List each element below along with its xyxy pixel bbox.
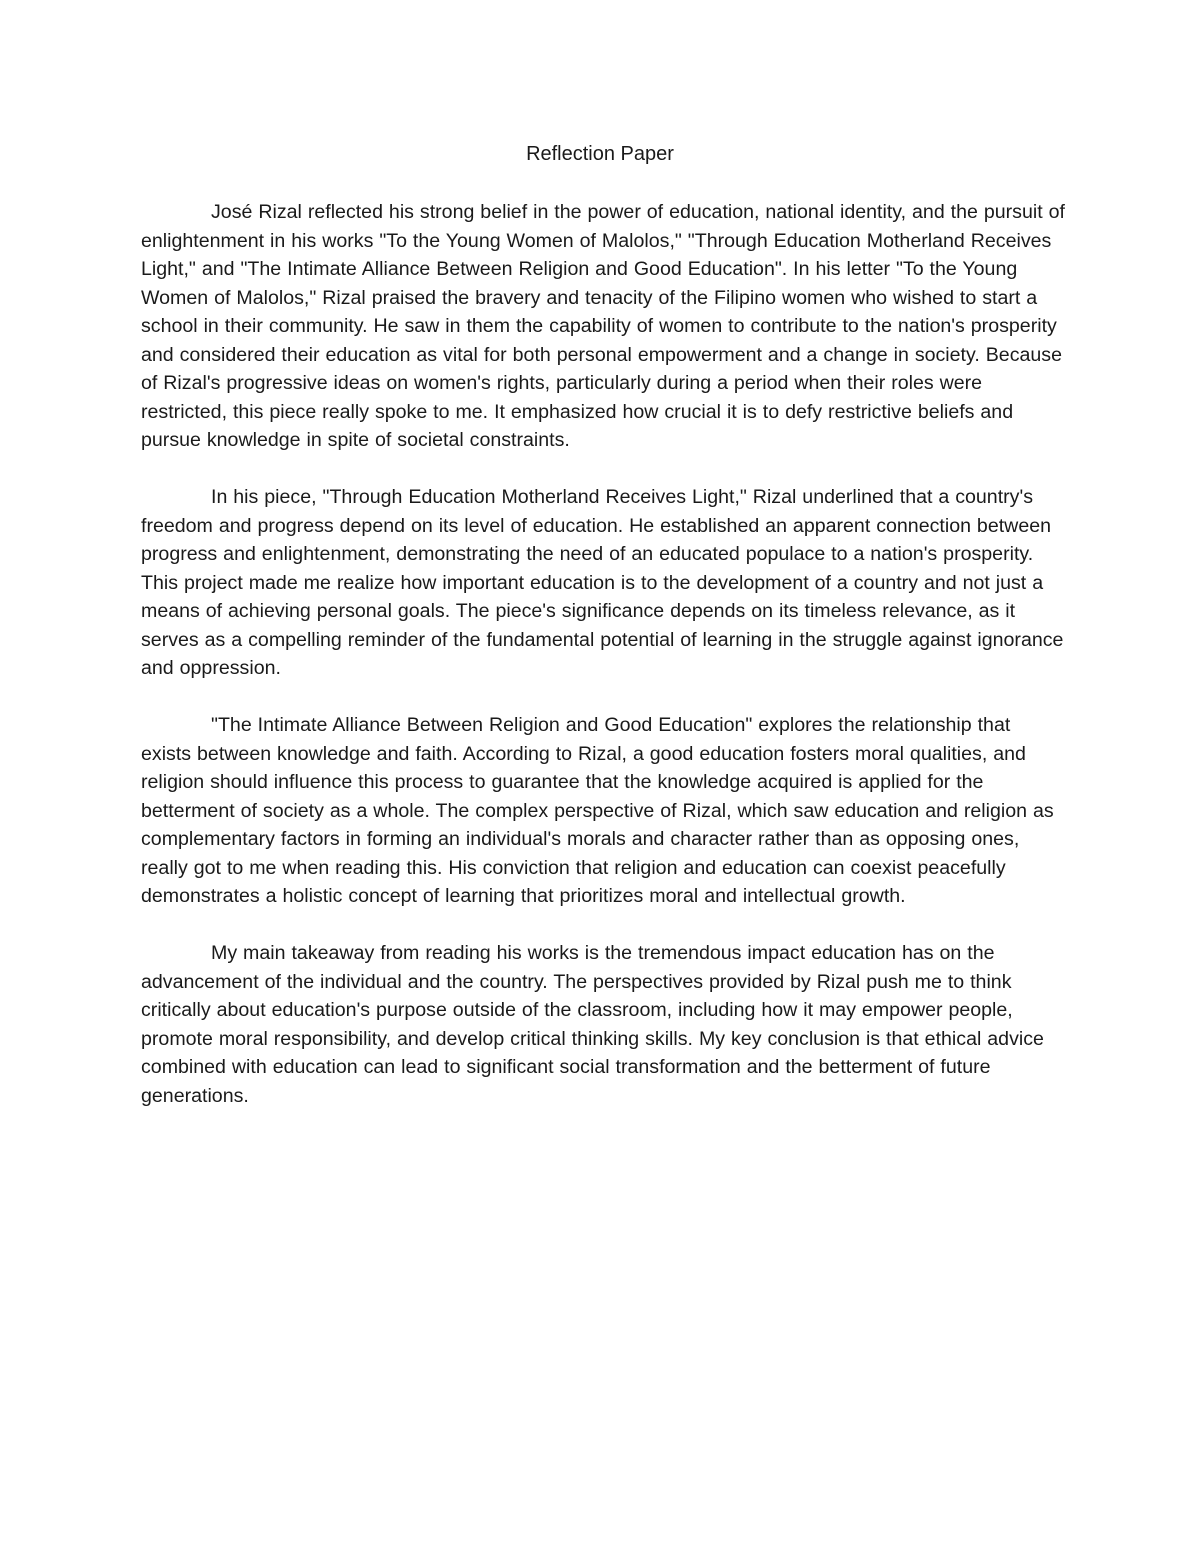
paragraph-2: In his piece, "Through Education Motherland Receives Light," Rizal underlined that a country's freedom and progress depend on its level of education. He established an apparent connection between progress and enlightenment, demonstrating the need of an educated populace to a nation's prosperity. This project made me realize how important education is to the development of a country and not just a means of achieving personal goals. The piece's significance depends on its timeless relevance, as it serves as a compelling reminder of the fundamental potential of learning in the struggle against ignorance and oppression. xyxy=(141,486,1064,679)
document-title: Reflection Paper xyxy=(526,143,674,165)
document-body xyxy=(141,198,1066,1139)
paragraph-4: My main takeaway from reading his works is the tremendous impact education has on the advancement of the individual and the country. The perspectives provided by Rizal push me to think critically about education's purpose outside of the classroom, including how it may empower people, promote moral responsibility, and develop critical thinking skills. My key conclusion is that ethical advice combined with education can lead to significant social transformation and the betterment of future generations. xyxy=(141,942,1044,1107)
paragraph-3: "The Intimate Alliance Between Religion and Good Education" explores the relationship that exists between knowledge and faith. According to Rizal, a good education fosters moral qualities, and religion should influence this process to guarantee that the knowledge acquired is applied for the betterment of society as a whole. The complex perspective of Rizal, which saw education and religion as complementary factors in forming an individual's morals and character rather than as opposing ones, really got to me when reading this. His conviction that religion and education can coexist peacefully demonstrates a holistic concept of learning that prioritizes moral and intellectual growth. xyxy=(141,714,1054,907)
paragraph-1: José Rizal reflected his strong belief in the power of education, national identity, and the pursuit of enlightenment in his works "To the Young Women of Malolos," "Through Education Motherland Receives Light," and "The Intimate Alliance Between Religion and Good Education". In his letter "To the Young Women of Malolos," Rizal praised the bravery and tenacity of the Filipino women who wished to start a school in their community. He saw in them the capability of women to contribute to the nation's prosperity and considered their education as vital for both personal empowerment and a change in society. Because of Rizal's progressive ideas on women's rights, particularly during a period when their roles were restricted, this piece really spoke to me. It emphasized how crucial it is to defy restrictive beliefs and pursue knowledge in spite of societal constraints. xyxy=(141,201,1065,451)
